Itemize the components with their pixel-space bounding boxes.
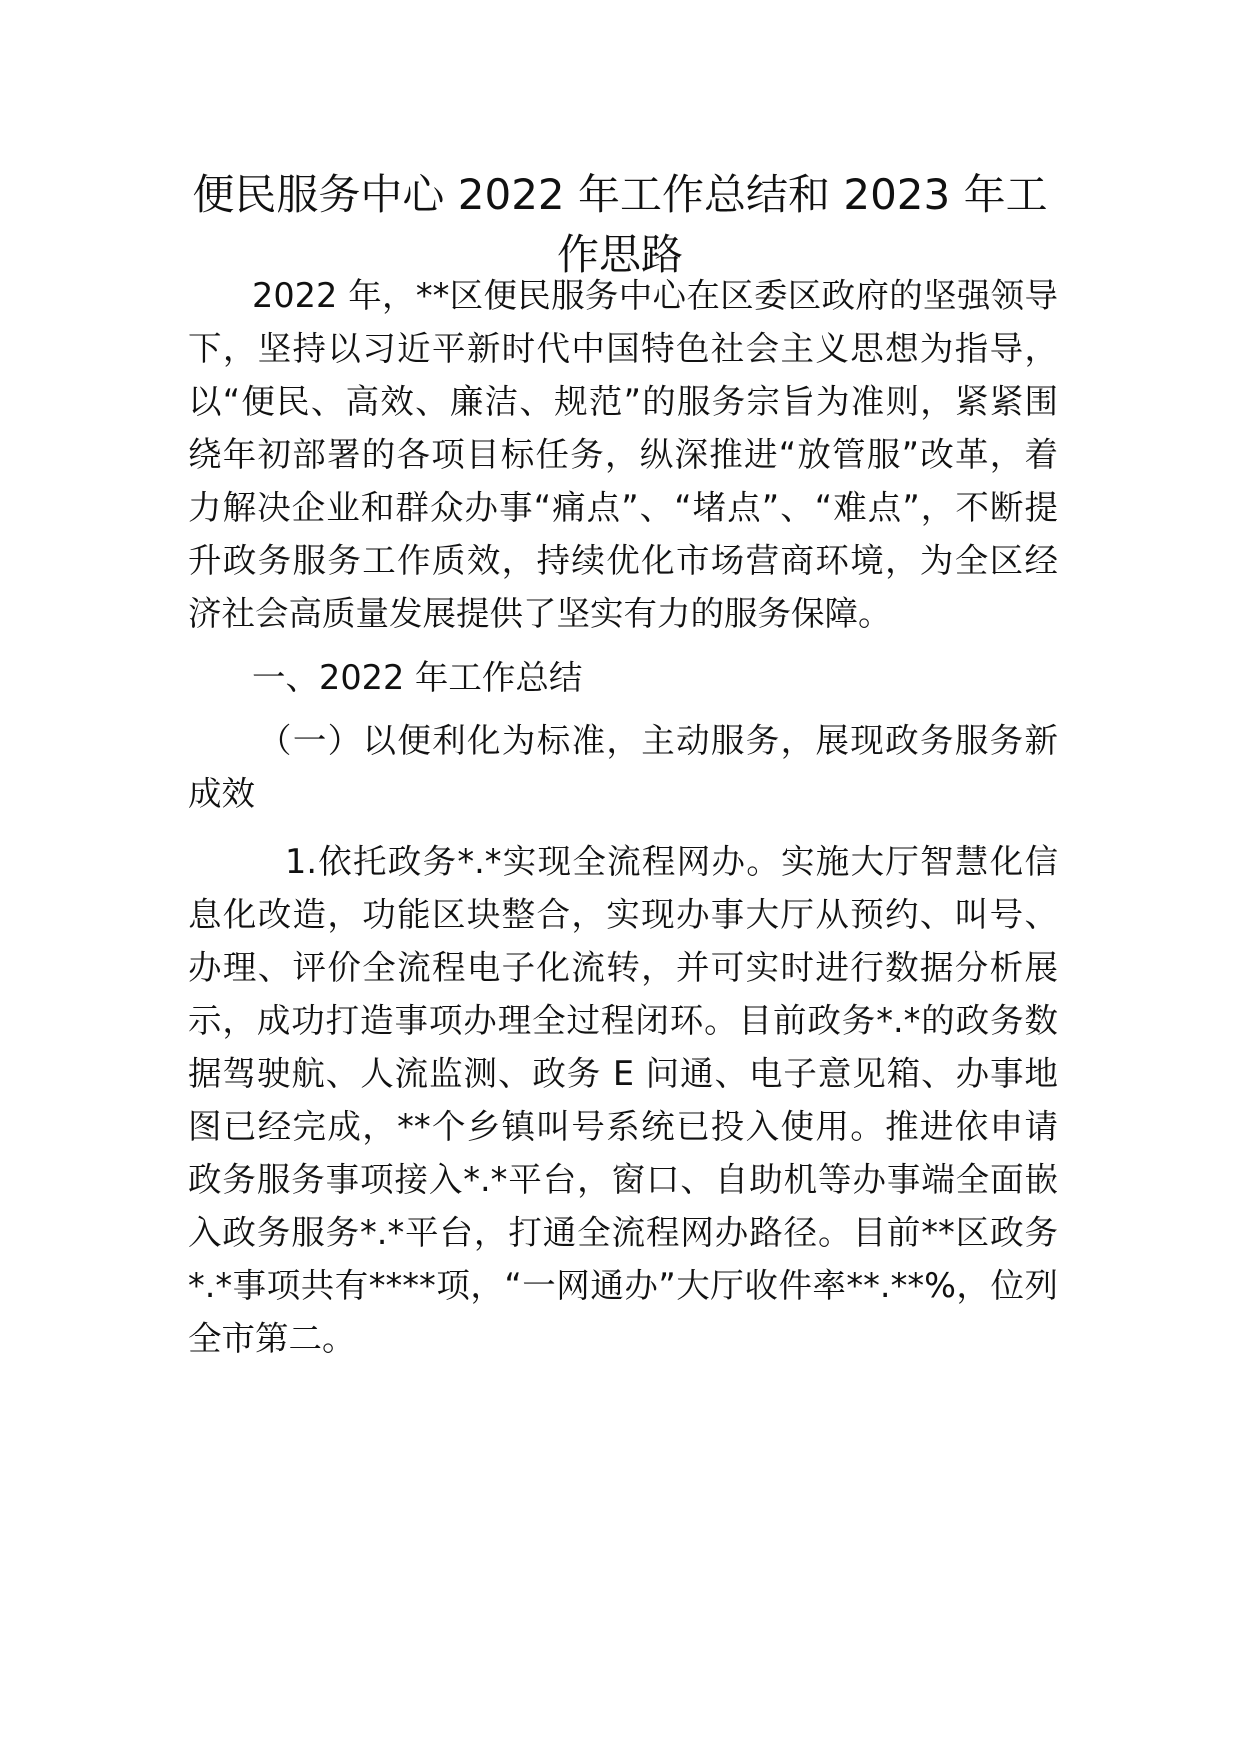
item-line: 办理、评价全流程电子化流转，并可实时进行数据分析展 (188, 948, 1058, 987)
subsection-heading: （一）以便利化为标准，主动服务，展现政务服务新 (258, 721, 1058, 760)
item-line: 息化改造，功能区块整合，实现办事大厅从预约、叫号、 (188, 895, 1058, 934)
intro-line: 力解决企业和群众办事“痛点”、“堵点”、“难点”，不断提 (188, 488, 1058, 527)
subsection-heading: 成效 (188, 774, 255, 813)
intro-line: 下，坚持以习近平新时代中国特色社会主义思想为指导， (188, 329, 1058, 368)
item-line: *.*事项共有****项，“一网通办”大厅收件率**.**%，位列 (188, 1266, 1058, 1305)
item-line: 1.依托政务*.*实现全流程网办。实施大厅智慧化信 (285, 842, 1058, 881)
intro-line: 升政务服务工作质效，持续优化市场营商环境，为全区经 (188, 541, 1058, 580)
item-line: 据驾驶航、人流监测、政务 E 问通、电子意见箱、办事地 (188, 1054, 1058, 1093)
item-line: 全市第二。 (188, 1319, 356, 1358)
intro-line: 2022 年，**区便民服务中心在区委区政府的坚强领导 (252, 276, 1058, 315)
document-title-line-2: 作思路 (556, 230, 683, 279)
item-line: 政务服务事项接入*.*平台，窗口、自助机等办事端全面嵌 (188, 1160, 1058, 1199)
intro-line: 济社会高质量发展提供了坚实有力的服务保障。 (188, 594, 892, 633)
item-line: 示，成功打造事项办理全过程闭环。目前政务*.*的政务数 (188, 1001, 1058, 1040)
section-heading: 一、2022 年工作总结 (252, 658, 583, 697)
item-line: 入政务服务*.*平台，打通全流程网办路径。目前**区政务 (188, 1213, 1058, 1252)
intro-line: 以“便民、高效、廉洁、规范”的服务宗旨为准则，紧紧围 (188, 382, 1058, 421)
intro-line: 绕年初部署的各项目标任务，纵深推进“放管服”改革，着 (188, 435, 1058, 474)
document-title-line-1: 便民服务中心 2022 年工作总结和 2023 年工 (192, 170, 1048, 219)
item-line: 图已经完成，**个乡镇叫号系统已投入使用。推进依申请 (188, 1107, 1058, 1146)
